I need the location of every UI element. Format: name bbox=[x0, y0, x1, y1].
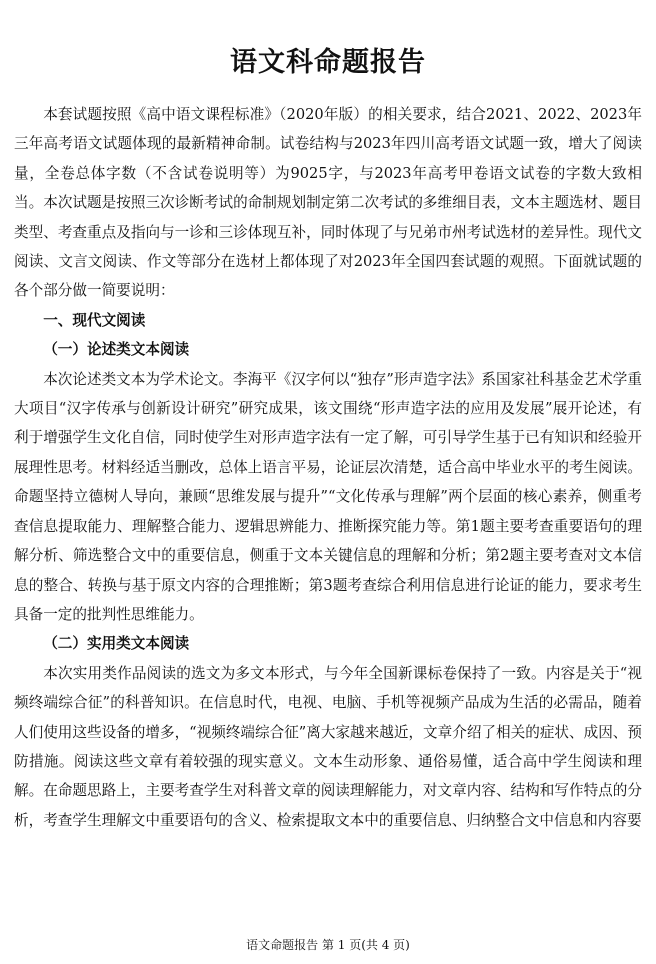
practical-paragraph: 本次实用类作品阅读的选文为多文本形式，与今年全国新课标卷保持了一致。内容是关于“视频终端综合征”的科普知识。在信息时代，电视、电脑、手机等视频产品成为生活的必需品，随着人们使用这些设备的增多，“视频终端综合征”离大家越来越近，文章介绍了相关的症状、成因、预防措施。阅读这些文章有着较强的现实意义。文本生动形象、通俗易懂，适合高中学生阅读和理解。在命题思路上，主要考查学生对科普文章的阅读理解能力，对文章内容、结构和写作特点的分析，考查学生理解文中重要语句的含义、检索提取文本中的重要信息、归纳整合文中信息和内容要 bbox=[14, 664, 642, 829]
document-title: 语文科命题报告 bbox=[230, 47, 426, 78]
subsection-heading-practical: （二）实用类文本阅读 bbox=[43, 635, 190, 653]
document-body bbox=[14, 100, 642, 835]
page-footer: 语文命题报告 第 1 页(共 4 页) bbox=[246, 938, 410, 952]
intro-paragraph: 本套试题按照《高中语文课程标准》（2020年版）的相关要求，结合2021、2022、2023年三年高考语文试题体现的最新精神命制。试卷结构与2023年四川高考语文试题一致，增大了阅读量，全卷总体字数（不含试卷说明等）为9025字，与2023年高考甲卷语文试卷的字数大致相当。本次试题是按照三次诊断考试的命制规划制定第二次考试的多维细目表，文本主题选材、题目类型、考查重点及指向与一诊和三诊体现互补，同时体现了与兄弟市州考试选材的差异性。现代文阅读、文言文阅读、作文等部分在选材上都体现了对2023年全国四套试题的观照。下面就试题的各个部分做一简要说明： bbox=[14, 106, 642, 300]
section-heading-modern-reading: 一、现代文阅读 bbox=[43, 311, 146, 329]
argumentative-paragraph: 本次论述类文本为学术论文。李海平《汉字何以“独存”形声造字法》系国家社科基金艺术学重大项目“汉字传承与创新设计研究”研究成果，该文围绕“形声造字法的应用及发展”展开论述，有利于增强学生文化自信，同时使学生对形声造字法有一定了解，可引导学生基于已有知识和经验开展理性思考。材料经适当删改，总体上语言平易，论证层次清楚，适合高中毕业水平的考生阅读。命题坚持立德树人导向，兼顾“思维发展与提升”“文化传承与理解”两个层面的核心素养，侧重考查信息提取能力、理解整合能力、逻辑思辨能力、推断探究能力等。第1题主要考查重要语句的理解分析、筛选整合文中的重要信息，侧重于文本关键信息的理解和分析；第2题主要考查对文本信息的整合、转换与基于原文内容的合理推断；第3题考查综合利用信息进行论证的能力，要求考生具备一定的批判性思维能力。 bbox=[14, 370, 642, 623]
subsection-heading-argumentative: （一）论述类文本阅读 bbox=[43, 341, 190, 359]
